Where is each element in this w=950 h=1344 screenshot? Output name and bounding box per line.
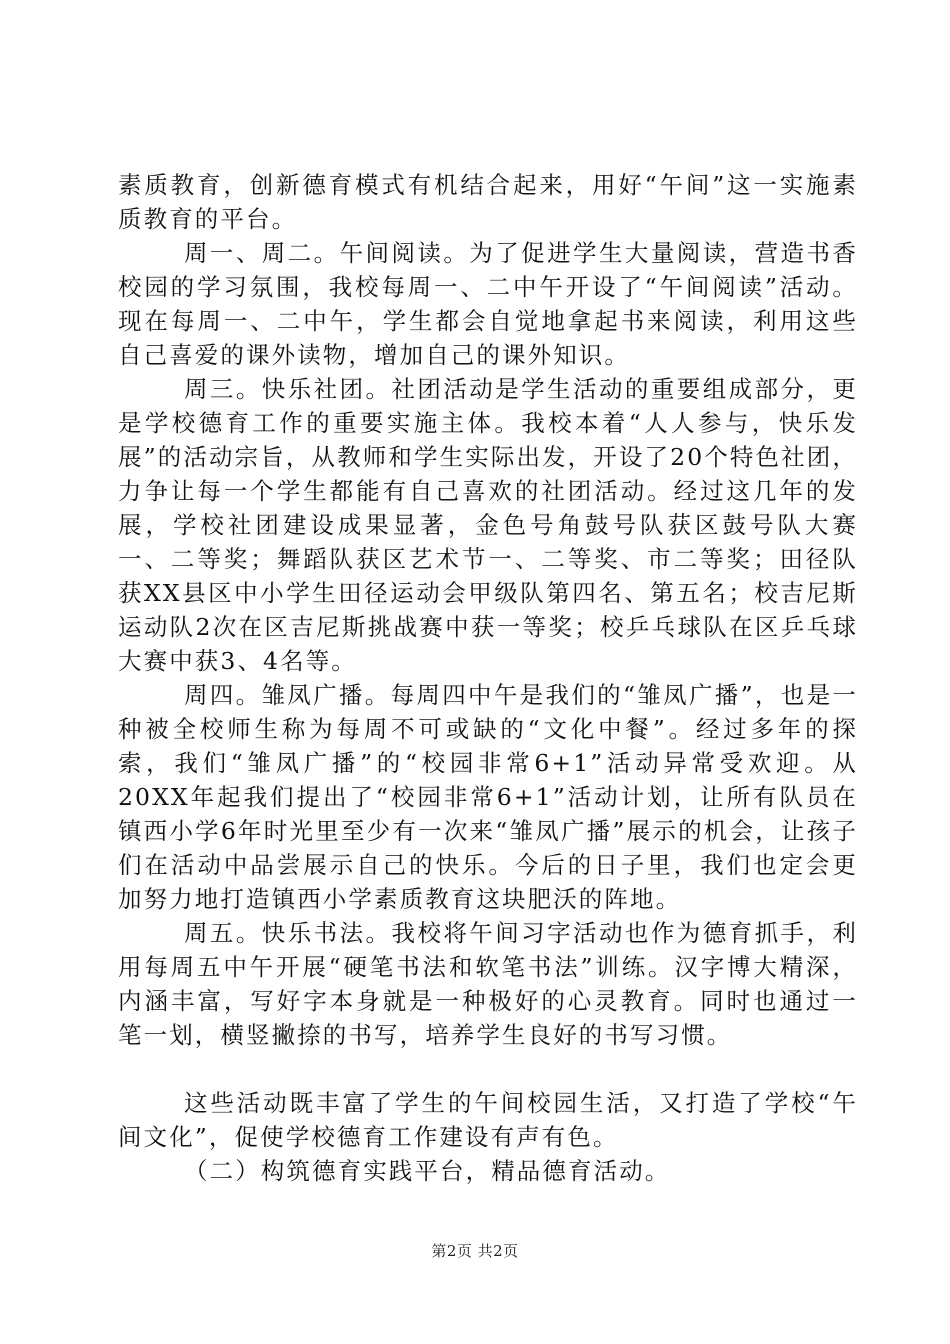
paragraph-friday-calligraphy: 周五。快乐书法。我校将午间习字活动也作为德育抓手，利用每周五中午开展“硬笔书法和软笔书法”训练。汉字博大精深，内涵丰富，写好字本身就是一种极好的心灵教育。同时也通过一笔一划，横竖撇捺的书写，培养学生良好的书写习惯。	[118, 919, 858, 1049]
paragraph-monday-tuesday-reading: 周一、周二。午间阅读。为了促进学生大量阅读，营造书香校园的学习氛围，我校每周一、二中午开设了“午间阅读”活动。现在每周一、二中午，学生都会自觉地拿起书来阅读，利用这些自己喜爱的课外读物，增加自己的课外知识。	[118, 239, 858, 369]
document-body	[118, 168, 858, 1188]
paragraph-summary: 这些活动既丰富了学生的午间校园生活，又打造了学校“午间文化”，促使学校德育工作建设有声有色。	[118, 1089, 858, 1151]
paragraph-intro-continued: 素质教育，创新德育模式有机结合起来，用好“午间”这一实施素质教育的平台。	[118, 171, 858, 233]
paragraph-thursday-broadcast: 周四。雏凤广播。每周四中午是我们的“雏凤广播”，也是一种被全校师生称为每周不可或缺的“文化中餐”。经过多年的探索，我们“雏凤广播”的“校园非常6+1”活动异常受欢迎。从20XX年起我们提出了“校园非常6+1”活动计划，让所有队员在镇西小学6年时光里至少有一次来“雏凤广播”展示的机会，让孩子们在活动中品尝展示自己的快乐。今后的日子里，我们也定会更加努力地打造镇西小学素质教育这块肥沃的阵地。	[118, 681, 858, 913]
page-number-footer: 第2页 共2页	[431, 1242, 519, 1260]
section-heading-two: （二）构筑德育实践平台，精品德育活动。	[184, 1157, 671, 1185]
paragraph-wednesday-clubs: 周三。快乐社团。社团活动是学生活动的重要组成部分，更是学校德育工作的重要实施主体。我校本着“人人参与，快乐发展”的活动宗旨，从教师和学生实际出发，开设了20个特色社团，力争让每一个学生都能有自己喜欢的社团活动。经过这几年的发展，学校社团建设成果显著，金色号角鼓号队获区鼓号队大赛一、二等奖；舞蹈队获区艺术节一、二等奖、市二等奖；田径队获XX县区中小学生田径运动会甲级队第四名、第五名；校吉尼斯运动队2次在区吉尼斯挑战赛中获一等奖；校乒乓球队在区乒乓球大赛中获3、4名等。	[118, 375, 858, 675]
paragraph-spacer	[118, 1052, 858, 1086]
